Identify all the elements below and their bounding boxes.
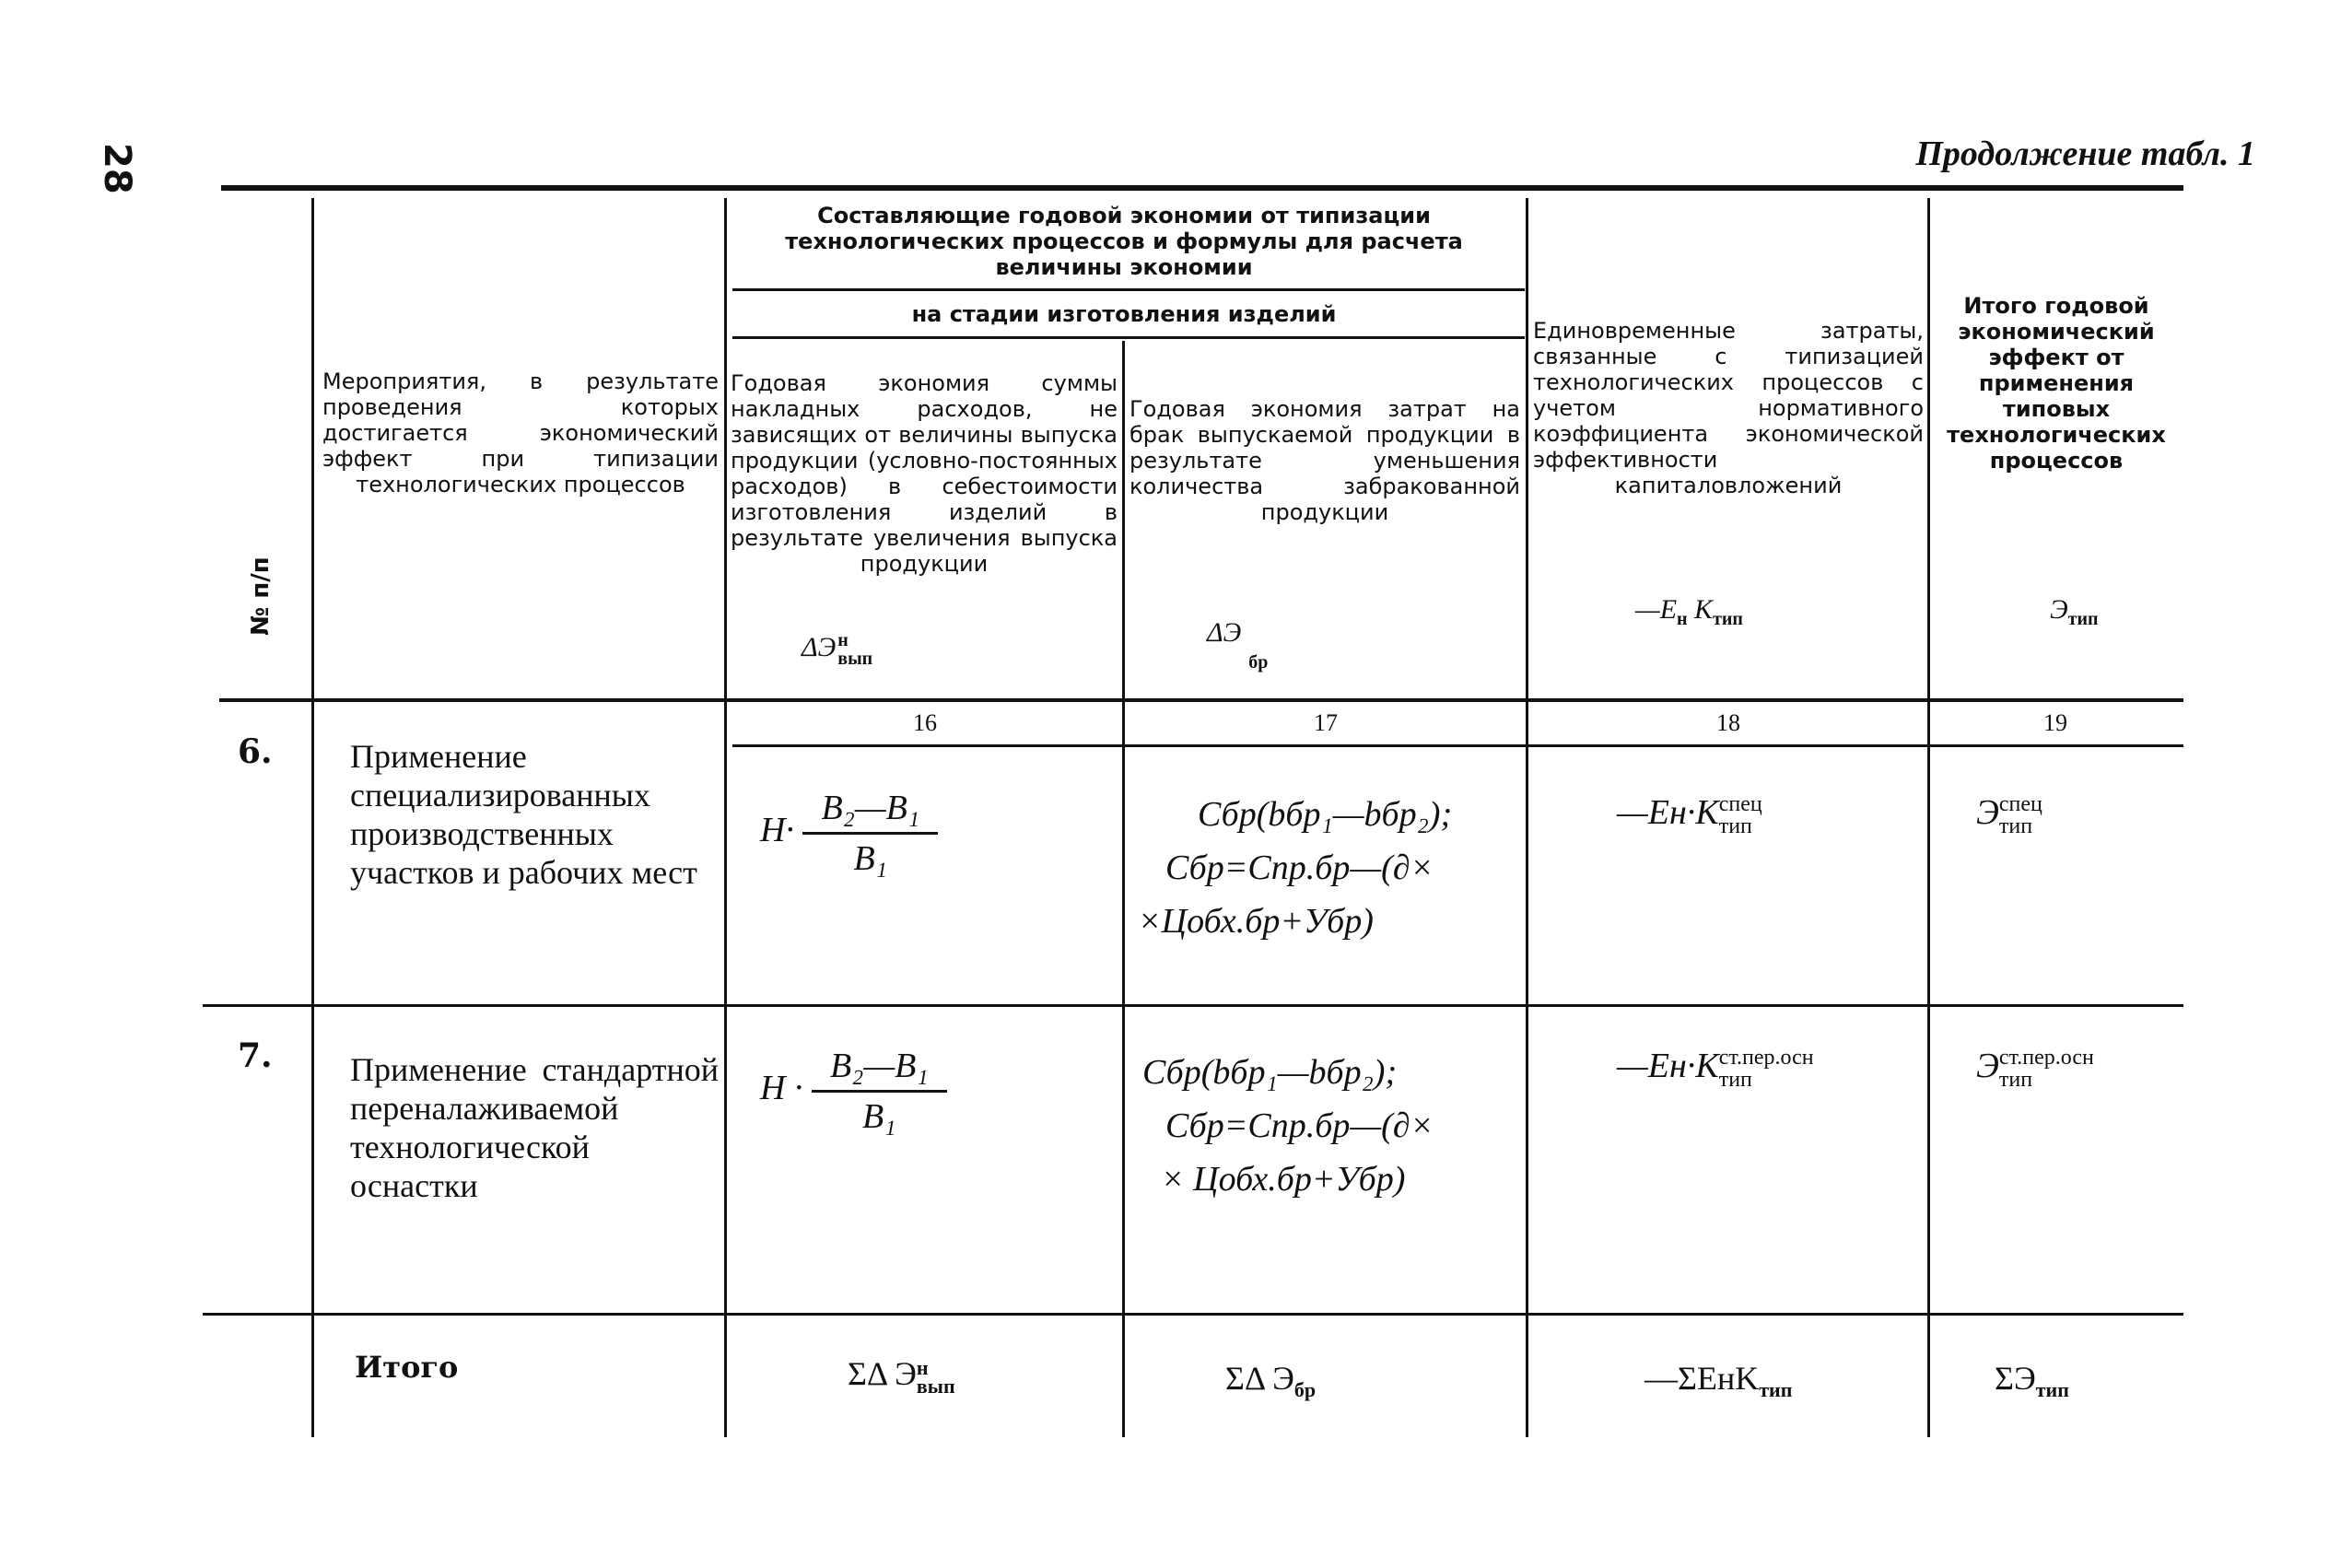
symbol-16: ΔЭ н вып (802, 630, 873, 669)
total-17: ΣΔ $Э_{бр}$ (1225, 1360, 1317, 1402)
table-continuation-title: Продолжение табл. 1 (1915, 135, 2255, 173)
col-divider-num (311, 198, 314, 1437)
row-6-formula-17: Сбр(bбр₁—bбр₂); Сбр=Спр.бр—(∂× ×Цобх.бр+Убр) (1138, 795, 1453, 941)
total-label: Итого (355, 1350, 459, 1385)
header-bottom-rule (219, 698, 2183, 702)
row-7-number: 7. (238, 1036, 273, 1075)
row-7-formula-19: Э ст.пер.осн тип (1976, 1046, 2094, 1093)
row-7-formula-16: Н · $\frac{\text{B₂—B₁}}{\text{B₁}}$ (760, 1046, 947, 1137)
header-total-effect: Итого годовой экономический эффект от применения типовых технологических процессов (1947, 293, 2166, 474)
row-7-formula-18: —Eн·K ст.пер.осн тип (1617, 1046, 1814, 1093)
stage-divider (732, 336, 1525, 339)
col-divider-measures (724, 198, 727, 1437)
total-18: —ΣEнK$_{тип}$ (1644, 1360, 1793, 1402)
symbol-18: $—E_н$ $K_{тип}$ (1635, 594, 1743, 629)
col-number-16: 16 (913, 709, 937, 736)
row-6-formula-19: Э спец тип (1976, 792, 2042, 839)
header-stage: на стадии изготовления изделий (911, 301, 1337, 327)
row-6-formula-18: —Eн·K спец тип (1617, 792, 1762, 839)
total-16: ΣΔ Э н вып (848, 1355, 955, 1398)
row-7-measure: Применение стандартной переналаживаемой технологической оснастки (350, 1051, 719, 1204)
header-overhead: Годовая экономия суммы накладных расходов, не зависящих от величины выпуска продукции (условно-постоянных расходов) в себестоимости изготовления изделий в результате увеличения выпуска продукции (731, 370, 1118, 577)
row-7-formula-17: Сбр(bбр₁—bбр₂); Сбр=Спр.бр—(∂× × Цобх.бр+Убр) (1142, 1053, 1434, 1199)
total-19: $\Sigma Э_{тип}$ (1995, 1360, 2069, 1402)
row-7-bottom-rule (203, 1313, 2183, 1316)
symbol-19: $Э_{тип}$ (2050, 594, 2099, 629)
col-divider-17 (1526, 198, 1528, 1437)
components-divider (732, 288, 1525, 291)
header-onetime: Единовременные затраты, связанные с типизацией технологических процессов с учетом нормативного коэффициента экономической эффективности капиталовложений (1533, 318, 1924, 498)
colnum-rule (732, 744, 2183, 747)
col-number-17: 17 (1314, 709, 1338, 736)
symbol-17: $\Delta Э_{бр}$ (1207, 617, 1269, 673)
table-top-rule (221, 185, 2183, 191)
col-divider-18 (1927, 198, 1930, 1437)
col-number-19: 19 (2043, 709, 2067, 736)
row-6-number: 6. (238, 732, 273, 771)
row-6-bottom-rule (203, 1004, 2183, 1007)
header-measures: Мероприятия, в результате проведения которых достигается экономический эффект при типизации технологических процессов (322, 369, 719, 497)
col-divider-16 (1122, 341, 1125, 1437)
header-components: Составляющие годовой экономии от типизации технологических процессов и формулы для расчета величины экономии (785, 203, 1463, 280)
header-defect: Годовая экономия затрат на брак выпускаемой продукции в результате уменьшения количества забракованной продукции (1129, 396, 1520, 525)
row-6-formula-16: Н· $\frac{\text{B₂—B₁}}{\text{B₁}}$ (760, 788, 938, 879)
page-number: 28 (96, 143, 138, 194)
header-num: № п/п (247, 556, 275, 636)
row-6-measure: Применение специализированных производственных участков и рабочих мест (350, 738, 697, 891)
col-number-18: 18 (1716, 709, 1740, 736)
